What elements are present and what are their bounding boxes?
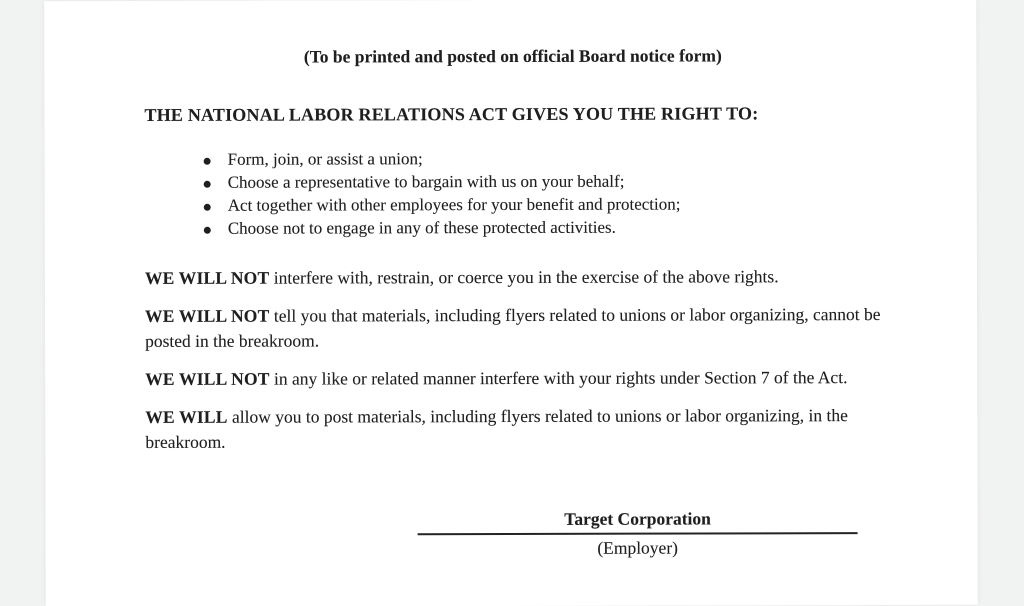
bullet-icon — [204, 204, 211, 211]
paragraph-lead: WE WILL NOT — [145, 368, 270, 389]
employer-role-label: (Employer) — [597, 537, 678, 558]
list-item — [145, 146, 845, 171]
right-text: Choose not to engage in any of these protected activities. — [227, 217, 616, 238]
list-item — [145, 215, 845, 240]
paragraph-text: in any like or related manner interfere with your rights under Section 7 of the Act. — [269, 367, 848, 389]
paragraph-text: interfere with, restrain, or coerce you in the exercise of the above rights. — [269, 266, 779, 288]
bullet-icon — [204, 227, 211, 234]
notice-paragraph — [145, 302, 883, 354]
board-notice-instruction: (To be printed and posted on official Board notice form) — [303, 45, 722, 67]
bullet-icon — [204, 158, 211, 165]
right-text: Form, join, or assist a union; — [227, 149, 423, 169]
paragraph-text: tell you that materials, including flyers related to unions or labor organizing, cannot be posted in the breakroom. — [145, 304, 881, 351]
paragraph-lead: WE WILL NOT — [145, 305, 270, 326]
notice-paragraph — [145, 365, 883, 392]
right-text: Choose a representative to bargain with us on your behalf; — [227, 171, 625, 192]
list-item — [145, 192, 845, 217]
bullet-icon — [204, 181, 211, 188]
notice-title: THE NATIONAL LABOR RELATIONS ACT GIVES YOU THE RIGHT TO: — [144, 103, 759, 125]
notice-paragraph — [145, 403, 883, 455]
notice-document — [44, 0, 978, 606]
right-text: Act together with other employees for your benefit and protection; — [227, 194, 681, 215]
list-item — [145, 169, 845, 194]
paragraph-lead: WE WILL — [145, 406, 228, 427]
signature-block — [418, 507, 858, 559]
rights-list — [145, 146, 845, 240]
notice-paragraphs — [145, 264, 883, 455]
employer-name: Target Corporation — [418, 507, 858, 535]
notice-paragraph — [145, 264, 883, 291]
paragraph-text: allow you to post materials, including flyers related to unions or labor organizing, in the breakroom. — [145, 405, 848, 452]
paragraph-lead: WE WILL NOT — [144, 267, 270, 288]
